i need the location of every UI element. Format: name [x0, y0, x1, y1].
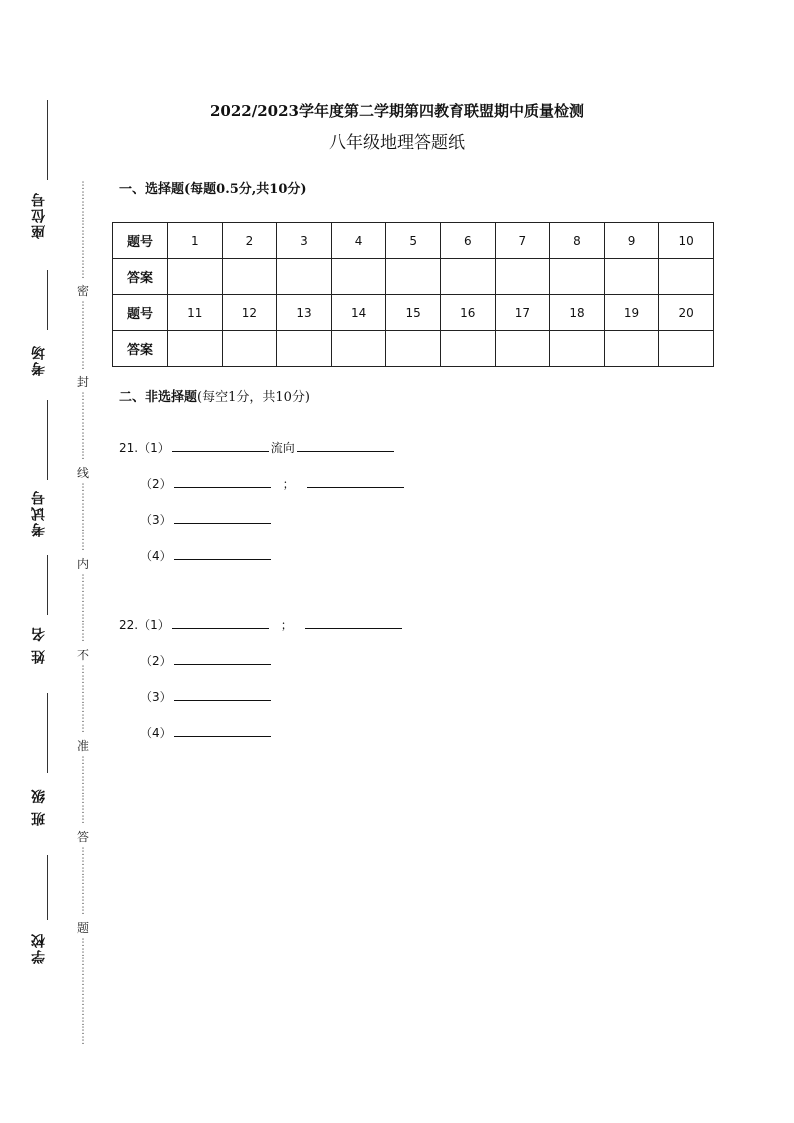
question-number-header: 题号: [113, 223, 168, 259]
answer-cell[interactable]: [277, 331, 332, 367]
q22-part2-label: （2）: [140, 654, 172, 668]
answer-blank[interactable]: [174, 509, 271, 524]
q21-part2-label: （2）: [140, 477, 172, 491]
answer-cell[interactable]: [386, 331, 441, 367]
question-number: 12: [222, 295, 277, 331]
q21-part4-label: （4）: [140, 549, 172, 563]
answer-cell[interactable]: [331, 331, 386, 367]
question-number: 17: [495, 295, 550, 331]
answer-cell[interactable]: [277, 259, 332, 295]
question-number-header: 题号: [113, 295, 168, 331]
answer-blank[interactable]: [172, 437, 269, 452]
answer-cell[interactable]: [440, 331, 495, 367]
answer-blank[interactable]: [174, 722, 271, 737]
question-number: 13: [277, 295, 332, 331]
answer-row: [113, 331, 714, 367]
answer-cell[interactable]: [550, 331, 605, 367]
exam-room-line: [47, 400, 48, 480]
answer-cell[interactable]: [659, 331, 714, 367]
seal-dotted-line: ⋮ ⋮ ⋮ ⋮ ⋮ ⋮ ⋮ ⋮ ⋮ ⋮ 密 ⋮ ⋮ ⋮ ⋮ ⋮ ⋮ ⋮ 封 ⋮ ⋮ ⋮ ⋮ ⋮ ⋮ ⋮ 线 ⋮ ⋮ ⋮ ⋮ ⋮ ⋮ ⋮ 内 ⋮ ⋮ ⋮ ⋮ ⋮ ⋮ ⋮ 不 ⋮ ⋮ ⋮ ⋮ ⋮ ⋮ ⋮ 准 ⋮ ⋮ ⋮ ⋮ ⋮ ⋮ ⋮ 答 ⋮ ⋮ ⋮ ⋮ ⋮ ⋮ ⋮ 题 ⋮ ⋮ ⋮ ⋮ ⋮ ⋮ ⋮ ⋮ ⋮ ⋮ ⋮: [76, 181, 89, 1047]
answer-cell[interactable]: [331, 259, 386, 295]
answer-cell[interactable]: [222, 331, 277, 367]
answer-blank[interactable]: [174, 545, 271, 560]
question-number: 4: [331, 223, 386, 259]
q21-part1: [119, 437, 396, 456]
answer-cell[interactable]: [168, 259, 223, 295]
answer-cell[interactable]: [440, 259, 495, 295]
seal-char: 密: [76, 284, 89, 299]
answer-cell[interactable]: [386, 259, 441, 295]
q21-part3-label: （3）: [140, 513, 172, 527]
q21-part1-label: 21.（1）: [119, 441, 170, 455]
seal-char: 准: [76, 738, 89, 753]
class-label: 班 级: [31, 787, 47, 827]
question-number: 10: [659, 223, 714, 259]
name-label: 姓 名: [31, 625, 47, 665]
q21-part4: [140, 545, 273, 564]
class-line: [47, 855, 48, 920]
exam-number-line: [47, 555, 48, 615]
question-number: 7: [495, 223, 550, 259]
question-number: 3: [277, 223, 332, 259]
seal-char: 答: [76, 829, 89, 844]
question-number: 1: [168, 223, 223, 259]
q21-part2: [140, 473, 406, 492]
q22-part4-label: （4）: [140, 726, 172, 740]
seal-char: 不: [76, 648, 89, 663]
exam-title: 2022/2023学年度第二学期第四教育联盟期中质量检测: [210, 102, 584, 120]
answer-cell[interactable]: [495, 331, 550, 367]
question-number: 5: [386, 223, 441, 259]
question-number: 9: [604, 223, 659, 259]
answer-cell[interactable]: [495, 259, 550, 295]
seal-char: 题: [76, 920, 89, 935]
q22-part2: [140, 650, 273, 669]
answer-cell[interactable]: [168, 331, 223, 367]
question-number-row: [113, 295, 714, 331]
answer-cell[interactable]: [659, 259, 714, 295]
question-number: 11: [168, 295, 223, 331]
seat-number-line: [47, 270, 48, 330]
answer-blank[interactable]: [174, 686, 271, 701]
answer-sheet-title: 八年级地理答题纸: [329, 133, 465, 153]
q22-part3-label: （3）: [140, 690, 172, 704]
answer-blank[interactable]: [172, 614, 269, 629]
q21-part2-separator: ；: [282, 477, 295, 491]
answer-cell[interactable]: [604, 259, 659, 295]
question-number-row: [113, 223, 714, 259]
question-number: 20: [659, 295, 714, 331]
answer-row: [113, 259, 714, 295]
seal-char: 内: [76, 557, 89, 572]
school-label: 学校: [31, 932, 47, 964]
question-number: 15: [386, 295, 441, 331]
question-number: 2: [222, 223, 277, 259]
answer-blank[interactable]: [174, 473, 271, 488]
exam-room-label: 考场: [31, 344, 47, 376]
q21-flow-label: 流向: [270, 441, 295, 455]
answer-header: 答案: [113, 259, 168, 295]
seal-char: 封: [76, 375, 89, 390]
answer-table: [112, 222, 714, 367]
answer-cell[interactable]: [222, 259, 277, 295]
question-number: 16: [440, 295, 495, 331]
question-number: 19: [604, 295, 659, 331]
exam-number-label: 考试号: [31, 489, 47, 537]
q22-part1-separator: ；: [280, 618, 293, 632]
q22-part1-label: 22.（1）: [119, 618, 170, 632]
answer-blank[interactable]: [307, 473, 404, 488]
answer-cell[interactable]: [604, 331, 659, 367]
answer-cell[interactable]: [550, 259, 605, 295]
question-number: 18: [550, 295, 605, 331]
question-number: 8: [550, 223, 605, 259]
section2-heading: [119, 386, 310, 405]
answer-blank[interactable]: [174, 650, 271, 665]
q22-part4: [140, 722, 273, 741]
seal-char: 线: [76, 466, 89, 481]
q22-part3: [140, 686, 273, 705]
name-line: [47, 693, 48, 773]
section2-note: (每空1分，共10分): [197, 390, 310, 405]
answer-blank[interactable]: [305, 614, 402, 629]
q21-part3: [140, 509, 273, 528]
answer-blank[interactable]: [297, 437, 394, 452]
seat-number-label: 座位号: [31, 191, 47, 239]
section1-heading: 一、选择题(每题0.5分,共10分): [119, 182, 307, 197]
answer-header: 答案: [113, 331, 168, 367]
section2-title: 二、非选择题: [119, 390, 198, 405]
question-number: 6: [440, 223, 495, 259]
q22-part1: [119, 614, 404, 633]
question-number: 14: [331, 295, 386, 331]
